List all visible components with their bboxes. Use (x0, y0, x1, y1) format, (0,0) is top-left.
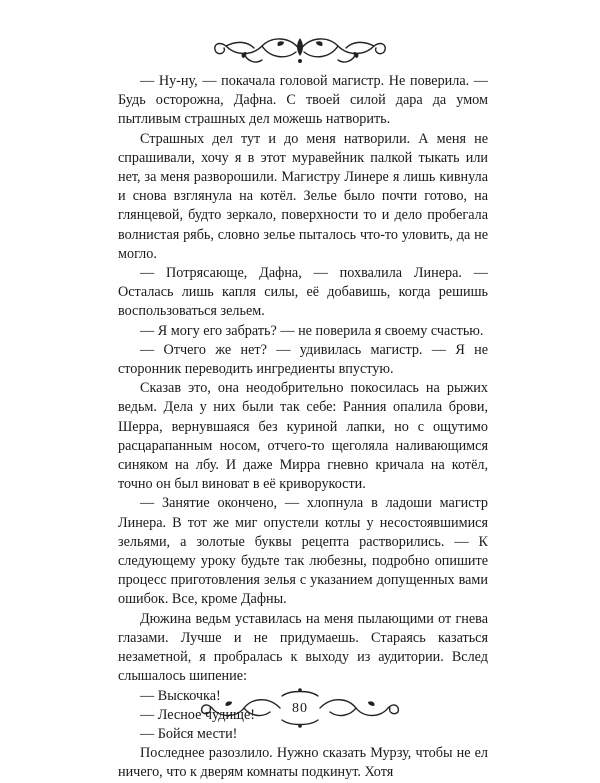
paragraph: Страшных дел тут и до меня натворили. А меня не спрашивали, хочу я в этот муравейник палкой тыкать или нет, за меня разворошили. Магистру Линере я лишь кивнула и снова взглянула на котёл. Зелье было почти готово, на глянцевой, будто зеркало, поверхности то и дело пробегала волнистая рябь, словно зелье пыталось что-то уловить, да не могло. (118, 130, 488, 262)
paragraph: — Выскочка! (140, 687, 221, 704)
paragraph: — Я могу его забрать? — не поверила я своему счастью. (140, 322, 484, 339)
paragraph: Дюжина ведьм уставилась на меня пылающими от гнева глазами. Лучше и не придумаешь. Стараясь казаться незаметной, я пробралась к выходу из аудитории. Вслед слышалось шипение: (118, 610, 488, 685)
paragraph: Сказав это, она неодобрительно покосилась на рыжих ведьм. Дела у них были так себе: Ранния опалила брови, Шерра, вернувшаяся без куриной лапки, но с ощутимо расцарапанным носом, отчего-то щеголяла наливающимся синяком на лбу. И даже Мирра гневно кричала на котёл, точно он был виноват в её криворукости. (118, 380, 488, 493)
paragraph: — Лесное чудище! (140, 706, 256, 723)
paragraph: — Отчего же нет? — удивилась магистр. — Я не сторонник переводить ингредиенты впустую. (118, 341, 488, 378)
paragraph: — Занятие окончено, — хлопнула в ладоши магистр Линера. В тот же миг опустели котлы у несостоявшимися зельями, а золотые буквы рецепта растворились. — К следующему уроку будьте так любезны, подробно опишите процесс приготовления зелья с указанием допущенных вами ошибок. Все, кроме Дафны. (118, 495, 488, 608)
paragraph: — Бойся мести! (140, 725, 238, 742)
paragraph: — Ну-ну, — покачала головой магистр. Не поверила. — Будь осторожна, Дафна. С твоей силой дара да умом пытливым страшных дел можешь натворить. (118, 73, 488, 128)
main-text (118, 72, 488, 783)
top-ornament (0, 30, 600, 70)
paragraph: Последнее разозлило. Нужно сказать Мурзу, чтобы не ел ничего, что к дверям комнаты подкинут. Хотя (118, 745, 488, 781)
paragraph: — Потрясающе, Дафна, — похвалила Линера. — Осталась лишь капля силы, её добавишь, когда решишь воспользоваться зельем. (118, 265, 488, 320)
page-number: 80 (292, 701, 308, 716)
